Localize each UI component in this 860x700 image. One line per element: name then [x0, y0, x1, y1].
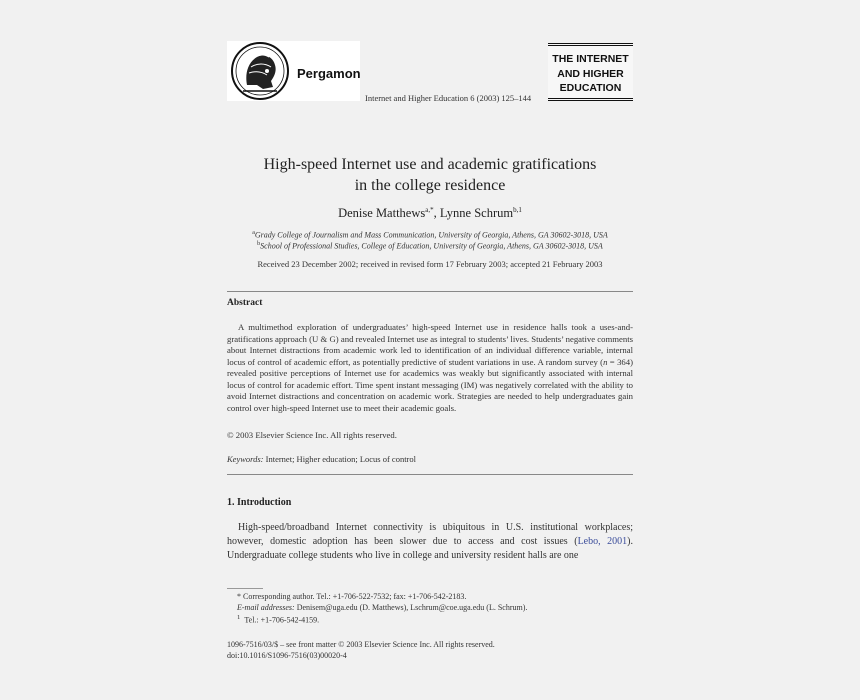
- author-marker: b,1: [513, 206, 522, 214]
- author-name: Denise Matthews: [338, 206, 426, 221]
- abstract-text: A multimethod exploration of undergraduates’ high-speed Internet use in residence halls took a uses-and-gratifications approach (U & G) and revealed Internet use as integral to students’ lives. Students’ negative comments about Internet distractions from academic work led to identification of an individual difference variable, internal locus of control of academic effort, as potentially predictive of student variations in use. A random survey (: [227, 322, 633, 367]
- issn-line: 1096-7516/03/$ – see front matter © 2003 Elsevier Science Inc. All rights reserved.: [227, 640, 495, 649]
- abstract-copyright: © 2003 Elsevier Science Inc. All rights reserved.: [227, 430, 397, 440]
- footnote-marker: 1: [237, 614, 241, 621]
- email-label: E-mail addresses:: [237, 603, 295, 612]
- journal-title-line: AND HIGHER: [557, 67, 624, 80]
- journal-reference: Internet and Higher Education 6 (2003) 125–144: [365, 93, 532, 103]
- journal-title: [548, 52, 633, 96]
- footnote-divider: [227, 588, 263, 589]
- footnote-tel-text: Tel.: +1-706-542-4159.: [244, 615, 320, 625]
- affiliation-marker: b: [257, 241, 261, 247]
- article-title: [227, 154, 633, 196]
- journal-title-box: [548, 43, 633, 101]
- abstract-heading: Abstract: [227, 298, 263, 308]
- affiliation-text: Grady College of Journalism and Mass Communication, University of Georgia, Athens, GA 30602-3018, USA: [254, 230, 608, 240]
- introduction-body: [227, 521, 633, 563]
- footnote-email: [237, 603, 527, 612]
- citation-link[interactable]: Lebo, 2001: [577, 536, 628, 547]
- affiliation-marker: a: [252, 230, 255, 236]
- author-separator: ,: [433, 206, 440, 221]
- journal-title-line: THE INTERNET: [552, 53, 629, 65]
- affiliation-text: School of Professional Studies, College of Education, University of Georgia, Athens, GA 30602-3018, USA: [260, 241, 603, 251]
- abstract-text: = 364) revealed positive perceptions of Internet use for academics was weakly but significantly associated with internal locus of control for academic effort. Time spent instant messaging (IM) was negatively correlated with the ability to avoid Internet distractions and concentration on academic work. Strategies are needed to help undergraduates gain control over high-speed Internet use to meet their academic goals.: [227, 356, 634, 413]
- intro-text: High-speed/broadband Internet connectivity is ubiquitous in U.S. institutional workplaces; however, domestic adoption has been slower due to access and cost issues (: [227, 522, 633, 547]
- pergamon-emblem-icon: [227, 41, 293, 101]
- footnote-tel: [237, 614, 319, 625]
- affiliation-b: [227, 241, 633, 251]
- author-list: [227, 206, 633, 221]
- affiliation-a: [227, 230, 633, 240]
- keywords-value: Internet; Higher education; Locus of control: [265, 454, 416, 464]
- doi-line: doi:10.1016/S1096-7516(03)00020-4: [227, 651, 347, 660]
- abstract-variable: n: [603, 356, 608, 367]
- footnote-corresponding: * Corresponding author. Tel.: +1-706-522-7532; fax: +1-706-542-2183.: [237, 592, 467, 601]
- publisher-logo: [227, 41, 360, 101]
- keywords-label: Keywords:: [227, 454, 264, 464]
- author-name: Lynne Schrum: [439, 206, 514, 221]
- title-line: in the college residence: [354, 177, 506, 194]
- journal-title-line: EDUCATION: [559, 82, 622, 94]
- keywords: [227, 454, 416, 464]
- received-dates: Received 23 December 2002; received in revised form 17 February 2003; accepted 21 February 2003: [257, 259, 603, 269]
- title-line: High-speed Internet use and academic gratifications: [263, 156, 597, 173]
- email-value: Denisem@uga.edu (D. Matthews), Lschrum@coe.uga.edu (L. Schrum).: [296, 603, 528, 612]
- intro-text: ). Undergraduate college students who live in college and university resident halls are one: [227, 536, 633, 561]
- publisher-name: Pergamon: [297, 66, 361, 81]
- divider: [227, 291, 633, 292]
- abstract-body: [227, 322, 633, 414]
- divider: [227, 474, 633, 475]
- author-marker: a,*: [425, 206, 434, 214]
- section-heading: 1. Introduction: [227, 497, 292, 508]
